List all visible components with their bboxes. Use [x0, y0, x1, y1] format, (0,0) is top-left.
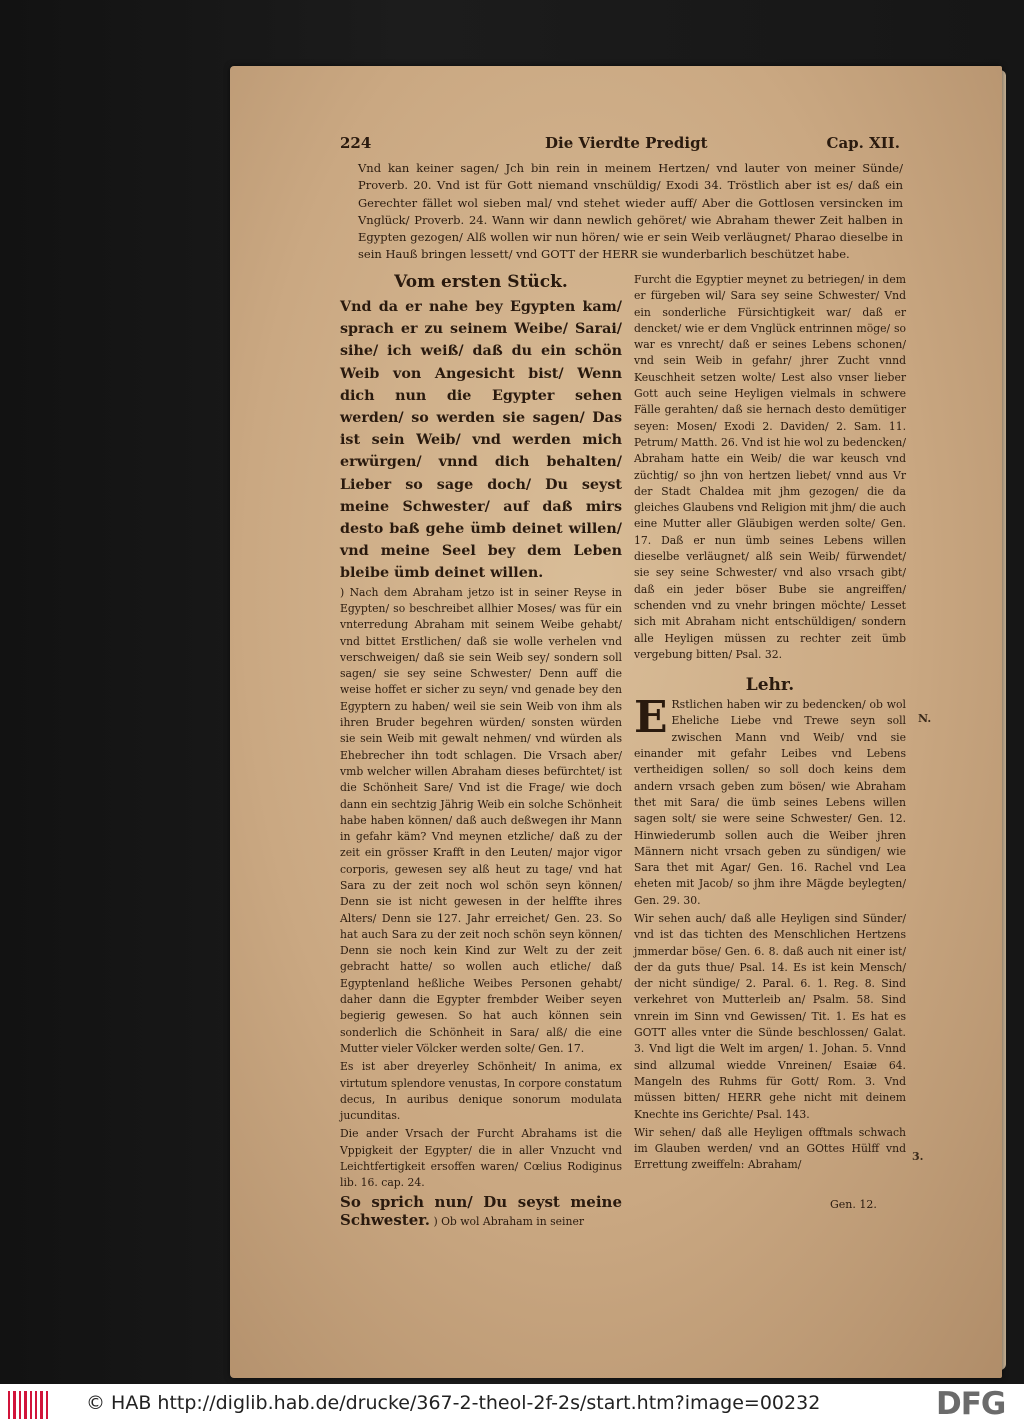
hab-logo-icon [8, 1389, 48, 1419]
commentary-paragraph: ) Nach dem Abraham jetzo ist in seiner Reyse in Egypten/ so beschreibet allhier Moses/ was für ein vnterredung Abraham mit seinem Weibe gehabt/ vnd bittet Erstlichen/ daß sie wolle verhelen vnd verschweigen/ daß sie sein Weib sey/ sondern soll sagen/ sie sey seine Schwester/ Denn auff die weise hoffet er sicher zu seyn/ vnd genade bey den Egyptern zu haben/ weil sie sein Weib von ihm als ihren Bruder begehren würden/ sonsten würden sie sein Weib mit gewalt nehmen/ vnd würden als Ehebrecher ihn todt schlagen. Die Vrsach aber/ vmb welcher willen Abraham dieses befürchtet/ ist die Schönheit Sare/ Vnd ist die Frage/ wie doch dann ein sechtzig Jährig Weib ein solche Schönheit habe haben können/ daß auch deßwegen ihr Mann in gefahr käm? Vnd meynen etzliche/ daß zu der zeit ein grösser Krafft in den Leuten/ major vigor corporis, gewesen sey alß heut zu tage/ vnd hat Sara zu der zeit noch wol schön seyn können/ Denn sie ist nicht gewesen in der helffte ihres Alters/ Denn sie 127. Jahr erreichet/ Gen. 23. So hat auch Sara zu der zeit noch schön seyn können/ Denn sie noch kein Kind zur Welt zu der zeit gebracht hatte/ so wollen auch etliche/ daß Egyptenland heßliche Weibes Personen gehabt/ daher dann die Egypter frembder Weiber seyen begierig gewesen. So hat auch können sein sonderlich die Schönheit in Sara/ alß/ die eine Mutter vieler Völcker werden solte/ Gen. 17. [340, 585, 622, 1055]
page-number: 224 [340, 134, 372, 152]
lehr-text: Rstlichen haben wir zu bedencken/ ob wol Eheliche Liebe vnd Trewe seyn soll zwischen Mann vnd Weib/ vnd sie einander mit gefahr Leibes vnd Lebens vertheidigen sollen/ so soll doch keins dem andern vrsach geben zum bösen/ wie Abraham thet mit Sara/ die ümb seines Lebens willen sagen solt/ sie were seine Schwester/ Gen. 12. Hinwiederumb sollen auch die Weiber jhren Männern nicht vrsach geben zu sündigen/ wie Sara thet mit Agar/ Gen. 16. Rachel vnd Lea eheten mit Jacob/ so jhm ihre Mägde beylegten/ Gen. 29. 30. [634, 698, 906, 907]
chapter-label: Cap. XII. [826, 134, 900, 152]
sinners-paragraph: Wir sehen auch/ daß alle Heyligen sind Sünder/ vnd ist das tichten des Menschlichen Hertzens jmmerdar böse/ Gen. 6. 8. daß auch nit einer ist/ der da guts thue/ Psal. 14. Es ist kein Mensch/ der nicht sündige/ 2. Paral. 6. 1. Reg. 8. Sind verkehret von Mutterleib an/ Psalm. 58. Sind vnrein im Sinn vnd Gewissen/ Tit. 1. Es hat es GOTT alles vnter die Sünde beschlossen/ Galat. 3. Vnd ligt die Welt im argen/ 1. Johan. 5. Vnnd sind allzumal wiedde Vnreinen/ Esaiæ 64. Mangeln des Ruhms für Gott/ Rom. 3. Vnd müssen bitten/ HERR gehe nicht mit deinem Knechte ins Gerichte/ Psal. 143. [634, 911, 906, 1121]
section-heading: Vom ersten Stück. [394, 272, 568, 292]
catchword: Gen. 12. [830, 1198, 877, 1211]
running-title: Die Vierdte Predigt [545, 134, 708, 152]
beauty-paragraph: Es ist aber dreyerley Schönheit/ In anima, ex virtutum splendore venustas, In corpore constatum decus, In auribus denique sonorum modulata jucunditas. [340, 1060, 622, 1123]
weak-faith-paragraph: Wir sehen/ daß alle Heyligen offtmals schwach im Glauben werden/ vnd an GOttes Hülff vnd Errettung zweiffeln: Abraham/ [634, 1125, 906, 1172]
lehr-paragraph [634, 692, 906, 909]
closing-paragraph [340, 1194, 622, 1231]
left-column [340, 272, 622, 1230]
drop-capital: E [634, 692, 668, 744]
second-cause-paragraph: Die ander Vrsach der Furcht Abrahams ist die Vppigkeit der Egypter/ die in aller Vnzucht vnd Leichtfertigkeit ersoffen waren/ Cœlius Rodiginus lib. 16. cap. 24. [340, 1127, 622, 1190]
margin-note: N. [918, 712, 932, 725]
running-header [340, 134, 900, 156]
right-paragraph: Furcht die Egyptier meynet zu betriegen/ in dem er fürgeben wil/ Sara sey seine Schwester/ Vnd ein sonderliche Fürsichtigkeit war/ daß er dencket/ wie er dem Vnglück entrinnen möge/ so war es vnrecht/ daß er seines Lebens schonen/ vnd sein Weib in gefahr/ jhrer Zucht vnnd Keuschheit setzen wolte/ Lest also vnser lieber Gott auch seine Heyligen vielmals in schwere Fälle gerahten/ daß sie hernach desto demütiger seyen: Mosen/ Exodi 2. Daviden/ 2. Sam. 11. Petrum/ Matth. 26. Vnd ist hie wol zu bedencken/ Abraham hatte ein Weib/ die war keusch vnd züchtig/ so jhn von hertzen liebet/ vnnd aus Vr der Stadt Chaldea mit jhm gezogen/ die da gleiches Glaubens vnd Religion mit jhm/ die auch eine Mutter aller Gläubigen werden solte/ Gen. 17. Daß er nun ümb seines Lebens willen dieselbe verläugnet/ alß sein Weib/ fürwendet/ sie sey seine Schwester/ vnd also vrsach gibt/ daß ein jeder böser Bube sie angreiffen/ schenden vnd zu vnehr bringen möchte/ Lesset sich mit Abraham nicht entschüldigen/ sondern alle Heyligen müssen zu rechter zeit ümb vergebung bitten/ Psal. 32. [634, 273, 906, 661]
scripture-passage: Vnd da er nahe bey Egypten kam/ sprach er zu seinem Weibe/ Sarai/ sihe/ ich weiß/ daß du ein schön Weib von Angesicht bist/ Wenn dich nun die Egypter sehen werden/ so werden sie sagen/ Das ist sein Weib/ vnd werden mich erwürgen/ vnnd dich behalten/ Lieber so sage doch/ Du seyst meine Schwester/ auf daß mirs desto baß gehe ümb deinet willen/ vnd meine Seel bey dem Leben bleibe ümb deinet willen. [340, 299, 622, 582]
dfg-logo: DFG [936, 1386, 1006, 1422]
margin-note: 3. [912, 1150, 924, 1163]
intro-paragraph: Vnd kan keiner sagen/ Jch bin rein in meinem Hertzen/ vnd lauter von meiner Sünde/ Proverb. 20. Vnd ist für Gott niemand vnschüldig/ Exodi 34. Tröstlich aber ist es/ daß ein Gerechter fället wol sieben mal/ vnd stehet wieder auff/ Aber die Gottlosen versincken im Vnglück/ Proverb. 24. Wann wir dann newlich gehöret/ wie Abraham thewer Zeit halben in Egypten gezogen/ Alß wollen wir nun hören/ wie er sein Weib verläugnet/ Pharao dieselbe in sein Hauß bringen lessett/ vnd GOTT der HERR sie wunderbarlich beschützet habe. [358, 161, 903, 262]
right-column [634, 272, 906, 1174]
closing-scripture: So sprich nun/ Du seyst meine Schwester. [340, 1192, 622, 1229]
closing-text: ) Ob wol Abraham in seiner [433, 1214, 584, 1228]
source-credit-link[interactable]: © HAB http://diglib.hab.de/drucke/367-2-theol-2f-2s/start.htm?image=00232 [86, 1392, 821, 1414]
lehr-heading: Lehr. [745, 675, 795, 696]
